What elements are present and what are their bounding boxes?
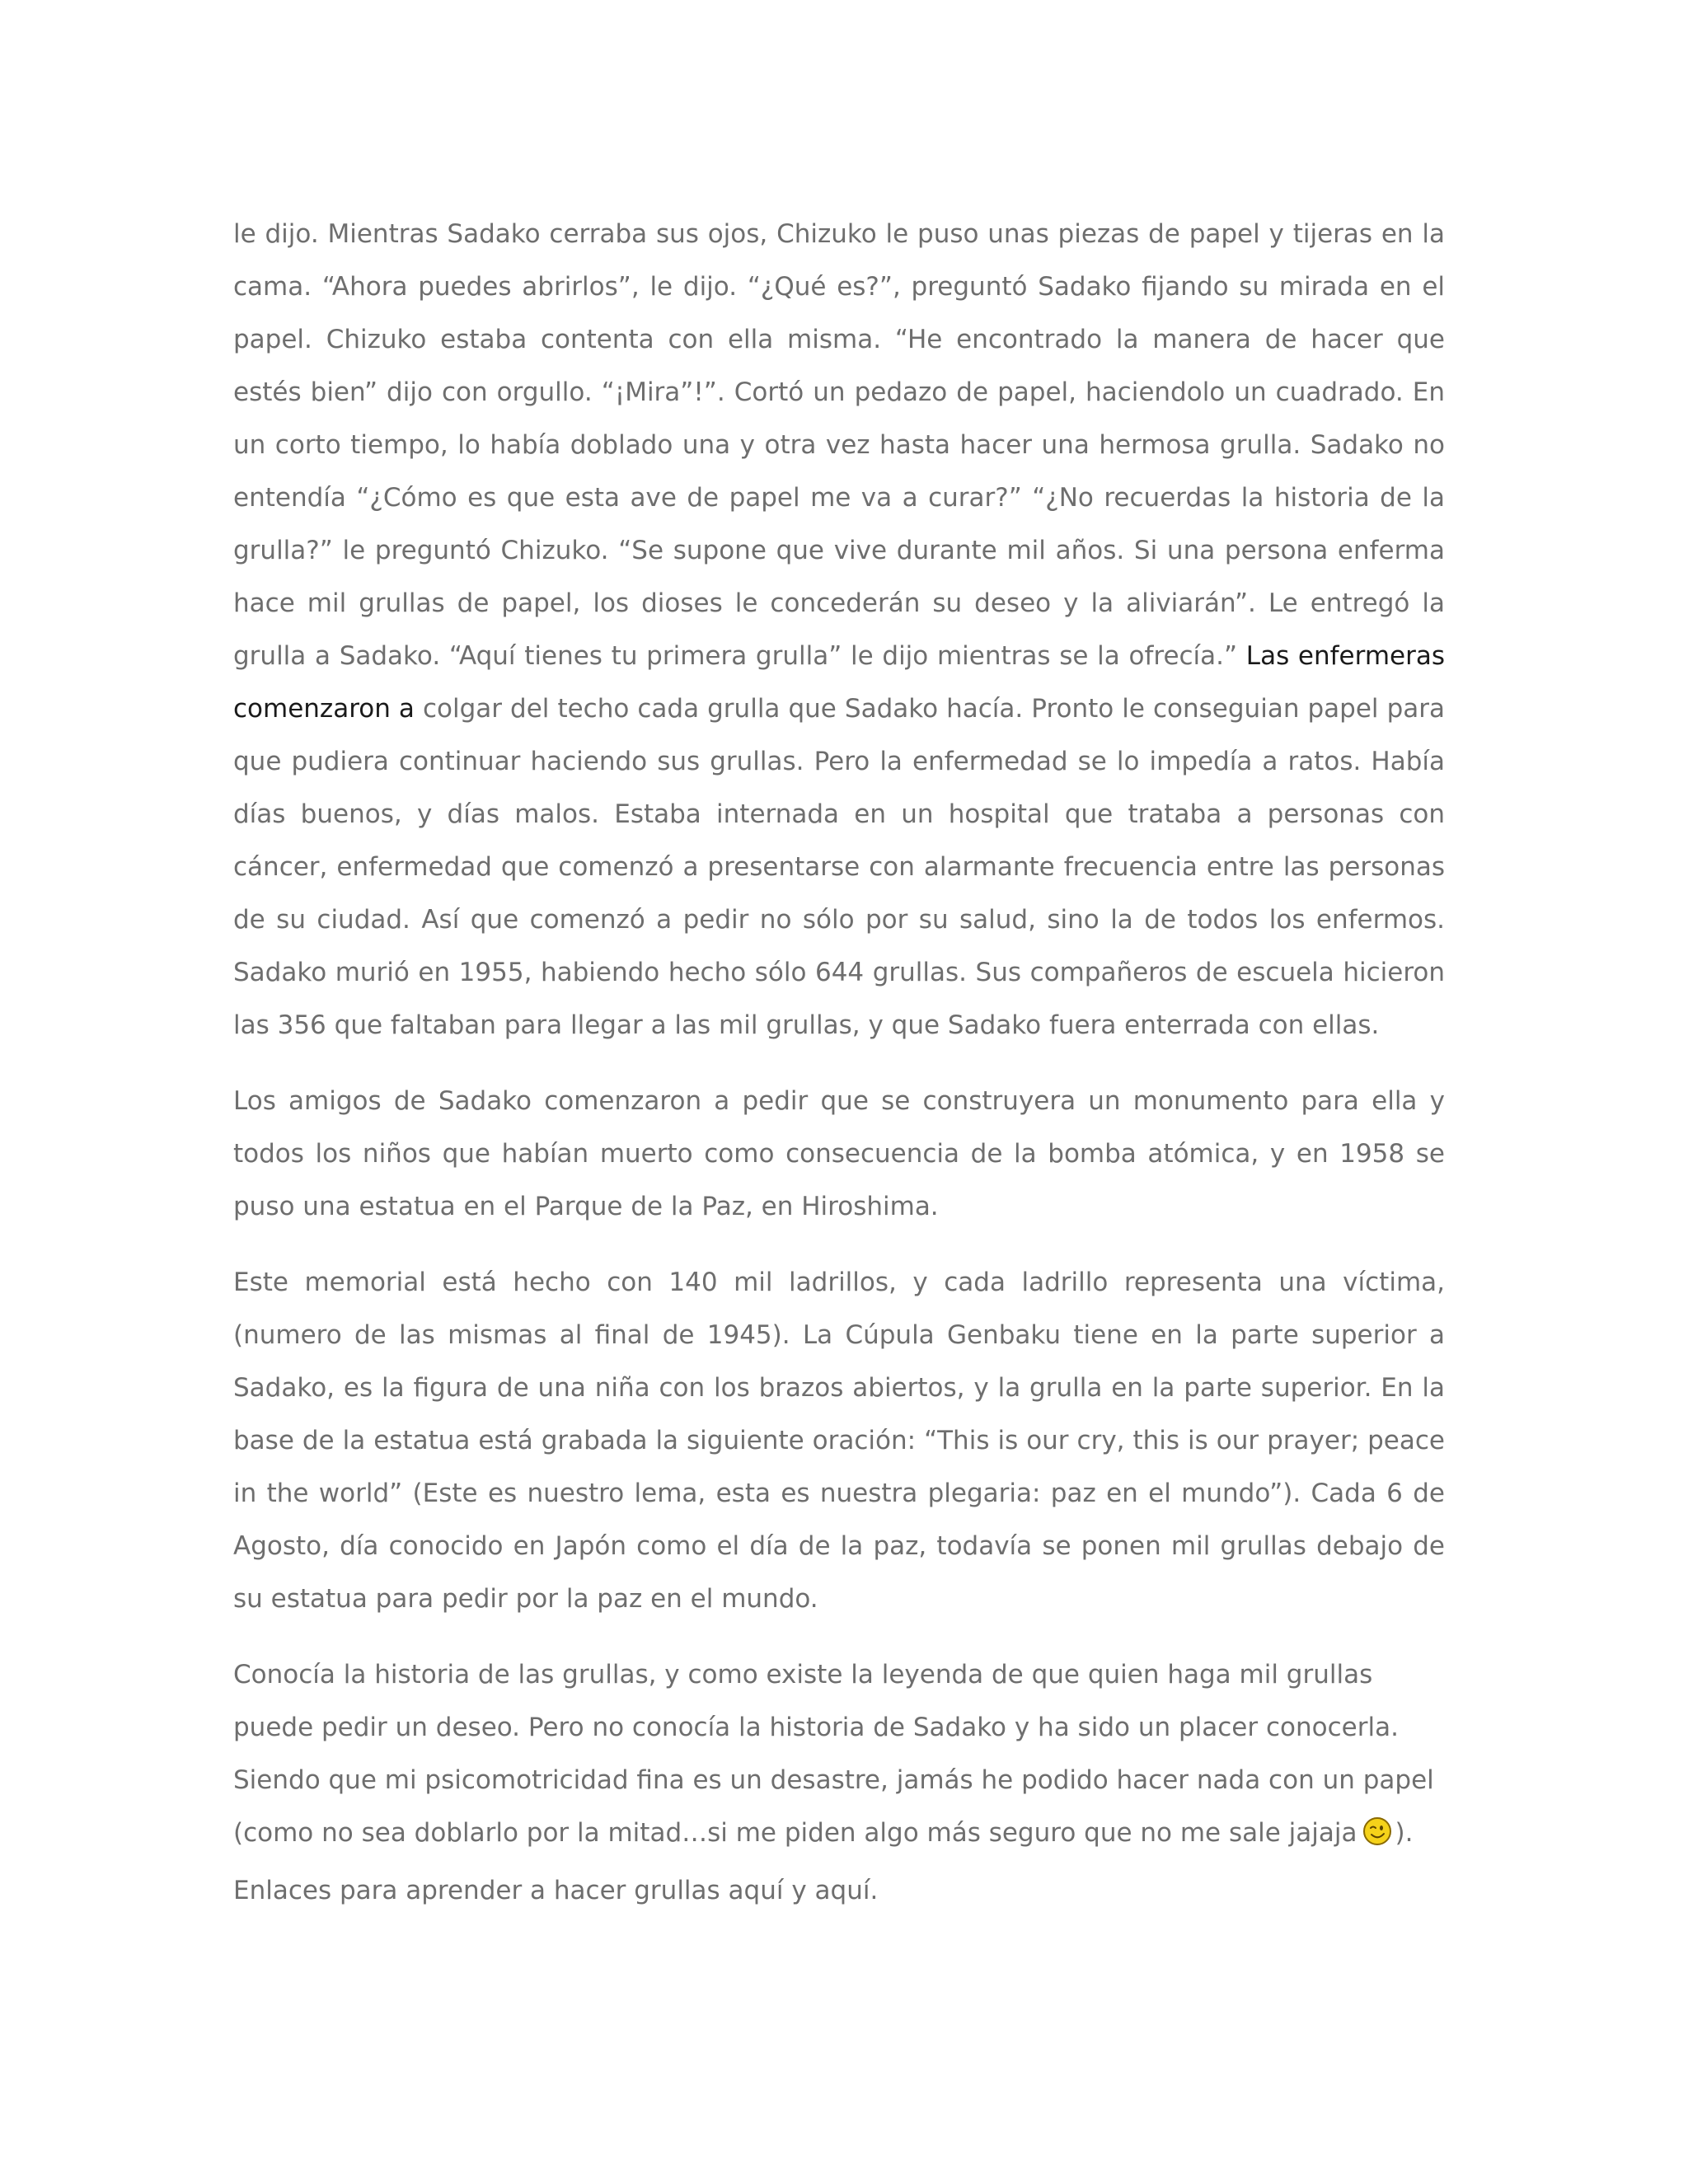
paragraph-4-ending: ). Enlaces para aprender a hacer grullas aquí y aquí. bbox=[233, 1818, 1414, 1905]
paragraph-1 bbox=[233, 208, 1445, 1052]
paragraph-1-continuation: colgar del techo cada grulla que Sadako hacía. Pronto le conseguian papel para que pudiera continuar haciendo sus grullas. Pero la enfermedad se lo impedía a ratos. Había días buenos, y días malos. Estaba internada en un hospital que trataba a personas con cáncer, enfermedad que comenzó a presentarse con alarmante frecuencia entre las personas de su ciudad. Así que comenzó a pedir no sólo por su salud, sino la de todos los enfermos. Sadako murió en 1955, habiendo hecho sólo 644 grullas. Sus compañeros de escuela hicieron las 356 que faltaban para llegar a las mil grullas, y que Sadako fuera enterrada con ellas. bbox=[233, 694, 1445, 1040]
document-page bbox=[233, 208, 1445, 1917]
paragraph-4 bbox=[233, 1648, 1445, 1917]
paragraph-2: Los amigos de Sadako comenzaron a pedir que se construyera un monumento para ella y todos los niños que habían muerto como consecuencia de la bomba atómica, y en 1958 se puso una estatua en el Parque de la Paz, en Hiroshima. bbox=[233, 1086, 1445, 1221]
paragraph-4-text: Conocía la historia de las grullas, y como existe la leyenda de que quien haga mil grullas puede pedir un deseo. Pero no conocía la historia de Sadako y ha sido un placer conocerla. Siendo que mi psicomotricidad fina es un desastre, jamás he podido hacer nada con un papel (como no sea doblarlo por la mitad…si me piden algo más seguro que no me sale jajaja bbox=[233, 1660, 1434, 1848]
wink-smiley-icon bbox=[1362, 1811, 1392, 1864]
paragraph-3: Este memorial está hecho con 140 mil ladrillos, y cada ladrillo representa una víctima, (numero de las mismas al final de 1945). La Cúpula Genbaku tiene en la parte superior a Sadako, es la figura de una niña con los brazos abiertos, y la grulla en la parte superior. En la base de la estatua está grabada la siguiente oración: “This is our cry, this is our prayer; peace in the world” (Este es nuestro lema, esta es nuestra plegaria: paz en el mundo”). Cada 6 de Agosto, día conocido en Japón como el día de la paz, todavía se ponen mil grullas debajo de su estatua para pedir por la paz en el mundo. bbox=[233, 1268, 1445, 1614]
paragraph-1-highlight-text: Las enfermeras comenzaron a bbox=[233, 641, 1445, 724]
paragraph-1-text: le dijo. Mientras Sadako cerraba sus ojos, Chizuko le puso unas piezas de papel y tijeras en la cama. “Ahora puedes abrirlos”, le dijo. “¿Qué es?”, preguntó Sadako fijando su mirada en el papel. Chizuko estaba contenta con ella misma. “He encontrado la manera de hacer que estés bien” dijo con orgullo. “¡Mira”!”. Cortó un pedazo de papel, haciendolo un cuadrado. En un corto tiempo, lo había doblado una y otra vez hasta hacer una hermosa grulla. Sadako no entendía “¿Cómo es que esta ave de papel me va a curar?” “¿No recuerdas la historia de la grulla?” le preguntó Chizuko. “Se supone que vive durante mil años. Si una persona enferma hace mil grullas de papel, los dioses le concederán su deseo y la aliviarán”. Le entregó la grulla a Sadako. “Aquí tienes tu primera grulla” le dijo mientras se la ofrecía.” bbox=[233, 219, 1445, 671]
